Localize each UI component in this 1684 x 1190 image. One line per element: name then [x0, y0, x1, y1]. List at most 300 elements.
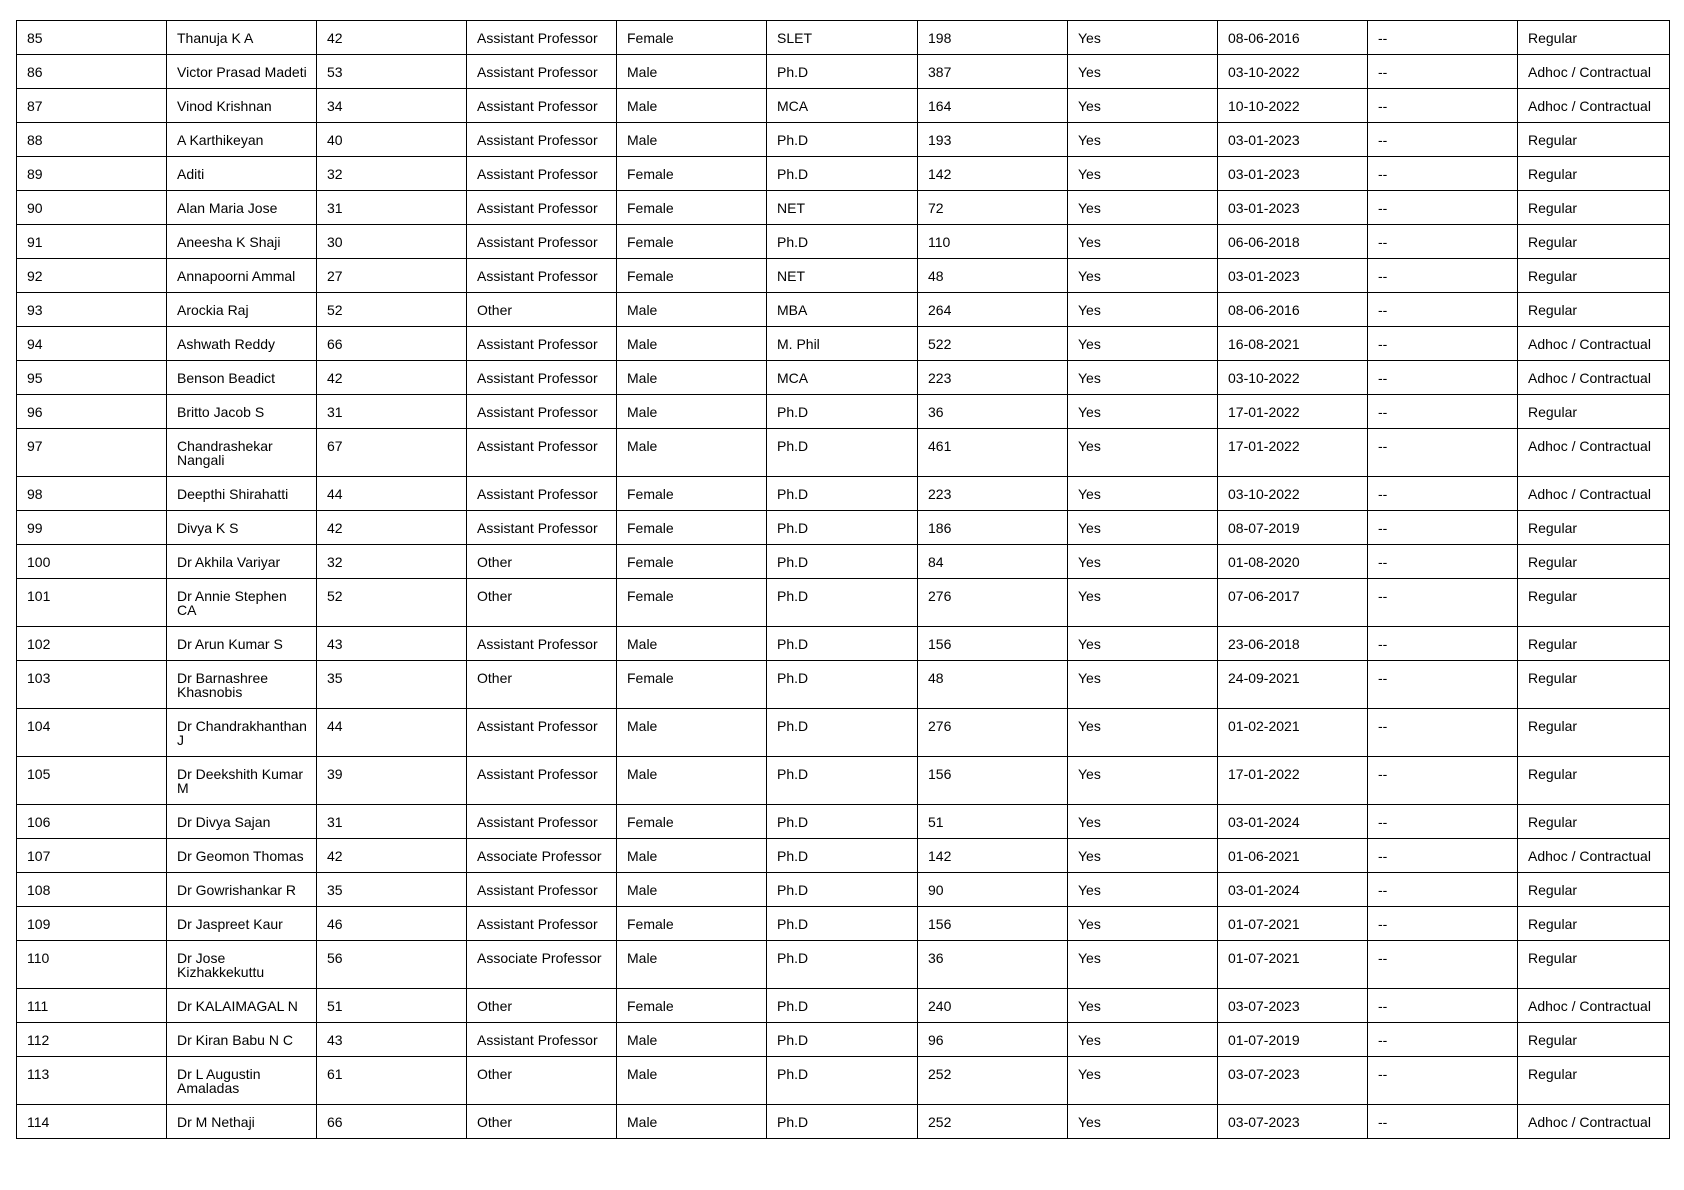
name-cell: Dr Gowrishankar R [167, 873, 317, 907]
leaving-date-cell: -- [1368, 709, 1518, 757]
gender-cell: Female [617, 907, 767, 941]
name-cell: Victor Prasad Madeti [167, 55, 317, 89]
gender-cell: Male [617, 1105, 767, 1139]
serial-no-cell: 88 [17, 123, 167, 157]
experience-cell: 90 [918, 873, 1068, 907]
leaving-date-cell: -- [1368, 361, 1518, 395]
leaving-date-cell: -- [1368, 477, 1518, 511]
qualification-cell: Ph.D [767, 873, 918, 907]
nature-cell: Regular [1518, 293, 1670, 327]
status-cell: Yes [1068, 157, 1218, 191]
joining-date-cell: 01-08-2020 [1218, 545, 1368, 579]
gender-cell: Female [617, 157, 767, 191]
designation-cell: Assistant Professor [467, 225, 617, 259]
designation-cell: Assistant Professor [467, 709, 617, 757]
experience-cell: 156 [918, 627, 1068, 661]
leaving-date-cell: -- [1368, 1023, 1518, 1057]
joining-date-cell: 16-08-2021 [1218, 327, 1368, 361]
name-cell: Divya K S [167, 511, 317, 545]
table-row [17, 873, 1670, 907]
qualification-cell: MBA [767, 293, 918, 327]
status-cell: Yes [1068, 757, 1218, 805]
serial-no-cell: 114 [17, 1105, 167, 1139]
age-cell: 30 [317, 225, 467, 259]
joining-date-cell: 03-01-2023 [1218, 123, 1368, 157]
designation-cell: Assistant Professor [467, 157, 617, 191]
age-cell: 56 [317, 941, 467, 989]
gender-cell: Female [617, 477, 767, 511]
status-cell: Yes [1068, 55, 1218, 89]
qualification-cell: Ph.D [767, 907, 918, 941]
age-cell: 66 [317, 327, 467, 361]
joining-date-cell: 23-06-2018 [1218, 627, 1368, 661]
name-cell: Dr Akhila Variyar [167, 545, 317, 579]
qualification-cell: Ph.D [767, 123, 918, 157]
name-cell: Vinod Krishnan [167, 89, 317, 123]
serial-no-cell: 109 [17, 907, 167, 941]
gender-cell: Male [617, 89, 767, 123]
age-cell: 42 [317, 361, 467, 395]
joining-date-cell: 08-06-2016 [1218, 293, 1368, 327]
joining-date-cell: 08-07-2019 [1218, 511, 1368, 545]
status-cell: Yes [1068, 21, 1218, 55]
serial-no-cell: 92 [17, 259, 167, 293]
nature-cell: Regular [1518, 709, 1670, 757]
joining-date-cell: 03-01-2024 [1218, 873, 1368, 907]
status-cell: Yes [1068, 225, 1218, 259]
age-cell: 27 [317, 259, 467, 293]
nature-cell: Adhoc / Contractual [1518, 327, 1670, 361]
designation-cell: Assistant Professor [467, 873, 617, 907]
table-row [17, 191, 1670, 225]
status-cell: Yes [1068, 989, 1218, 1023]
experience-cell: 51 [918, 805, 1068, 839]
nature-cell: Regular [1518, 805, 1670, 839]
age-cell: 40 [317, 123, 467, 157]
name-cell: Britto Jacob S [167, 395, 317, 429]
serial-no-cell: 104 [17, 709, 167, 757]
table-row [17, 395, 1670, 429]
experience-cell: 142 [918, 839, 1068, 873]
serial-no-cell: 105 [17, 757, 167, 805]
serial-no-cell: 108 [17, 873, 167, 907]
leaving-date-cell: -- [1368, 757, 1518, 805]
leaving-date-cell: -- [1368, 429, 1518, 477]
serial-no-cell: 89 [17, 157, 167, 191]
name-cell: Dr Geomon Thomas [167, 839, 317, 873]
designation-cell: Other [467, 579, 617, 627]
table-row [17, 545, 1670, 579]
designation-cell: Assistant Professor [467, 477, 617, 511]
designation-cell: Assistant Professor [467, 757, 617, 805]
status-cell: Yes [1068, 627, 1218, 661]
serial-no-cell: 103 [17, 661, 167, 709]
table-row [17, 361, 1670, 395]
table-row [17, 805, 1670, 839]
designation-cell: Assistant Professor [467, 429, 617, 477]
gender-cell: Male [617, 55, 767, 89]
experience-cell: 36 [918, 941, 1068, 989]
joining-date-cell: 01-06-2021 [1218, 839, 1368, 873]
name-cell: Dr M Nethaji [167, 1105, 317, 1139]
leaving-date-cell: -- [1368, 395, 1518, 429]
designation-cell: Assistant Professor [467, 55, 617, 89]
gender-cell: Female [617, 989, 767, 1023]
qualification-cell: SLET [767, 21, 918, 55]
table-row [17, 1023, 1670, 1057]
leaving-date-cell: -- [1368, 907, 1518, 941]
name-cell: Dr Barnashree Khasnobis [167, 661, 317, 709]
table-row [17, 429, 1670, 477]
joining-date-cell: 03-01-2024 [1218, 805, 1368, 839]
designation-cell: Assistant Professor [467, 907, 617, 941]
qualification-cell: M. Phil [767, 327, 918, 361]
experience-cell: 142 [918, 157, 1068, 191]
nature-cell: Regular [1518, 1023, 1670, 1057]
name-cell: Dr Kiran Babu N C [167, 1023, 317, 1057]
leaving-date-cell: -- [1368, 873, 1518, 907]
experience-cell: 276 [918, 709, 1068, 757]
serial-no-cell: 93 [17, 293, 167, 327]
name-cell: Dr Annie Stephen CA [167, 579, 317, 627]
qualification-cell: Ph.D [767, 511, 918, 545]
table-row [17, 55, 1670, 89]
qualification-cell: Ph.D [767, 429, 918, 477]
nature-cell: Adhoc / Contractual [1518, 477, 1670, 511]
qualification-cell: Ph.D [767, 661, 918, 709]
age-cell: 52 [317, 293, 467, 327]
nature-cell: Regular [1518, 661, 1670, 709]
gender-cell: Female [617, 225, 767, 259]
qualification-cell: NET [767, 259, 918, 293]
table-row [17, 511, 1670, 545]
gender-cell: Male [617, 1023, 767, 1057]
leaving-date-cell: -- [1368, 89, 1518, 123]
qualification-cell: Ph.D [767, 839, 918, 873]
age-cell: 42 [317, 511, 467, 545]
nature-cell: Adhoc / Contractual [1518, 361, 1670, 395]
qualification-cell: MCA [767, 89, 918, 123]
age-cell: 52 [317, 579, 467, 627]
status-cell: Yes [1068, 123, 1218, 157]
joining-date-cell: 03-07-2023 [1218, 1057, 1368, 1105]
nature-cell: Regular [1518, 123, 1670, 157]
nature-cell: Regular [1518, 157, 1670, 191]
joining-date-cell: 01-07-2021 [1218, 907, 1368, 941]
leaving-date-cell: -- [1368, 1105, 1518, 1139]
leaving-date-cell: -- [1368, 293, 1518, 327]
designation-cell: Other [467, 545, 617, 579]
experience-cell: 252 [918, 1057, 1068, 1105]
gender-cell: Male [617, 627, 767, 661]
joining-date-cell: 03-07-2023 [1218, 1105, 1368, 1139]
leaving-date-cell: -- [1368, 55, 1518, 89]
age-cell: 39 [317, 757, 467, 805]
experience-cell: 252 [918, 1105, 1068, 1139]
name-cell: Dr Arun Kumar S [167, 627, 317, 661]
gender-cell: Male [617, 361, 767, 395]
name-cell: Dr Deekshith Kumar M [167, 757, 317, 805]
designation-cell: Other [467, 1057, 617, 1105]
name-cell: Aditi [167, 157, 317, 191]
nature-cell: Adhoc / Contractual [1518, 989, 1670, 1023]
status-cell: Yes [1068, 579, 1218, 627]
leaving-date-cell: -- [1368, 191, 1518, 225]
designation-cell: Assistant Professor [467, 805, 617, 839]
table-body [17, 21, 1670, 1139]
joining-date-cell: 01-07-2019 [1218, 1023, 1368, 1057]
qualification-cell: Ph.D [767, 545, 918, 579]
nature-cell: Regular [1518, 579, 1670, 627]
joining-date-cell: 17-01-2022 [1218, 757, 1368, 805]
designation-cell: Assistant Professor [467, 627, 617, 661]
status-cell: Yes [1068, 259, 1218, 293]
joining-date-cell: 01-02-2021 [1218, 709, 1368, 757]
status-cell: Yes [1068, 395, 1218, 429]
age-cell: 31 [317, 395, 467, 429]
name-cell: Dr L Augustin Amaladas [167, 1057, 317, 1105]
serial-no-cell: 106 [17, 805, 167, 839]
designation-cell: Other [467, 293, 617, 327]
gender-cell: Female [617, 805, 767, 839]
table-row [17, 259, 1670, 293]
experience-cell: 72 [918, 191, 1068, 225]
table-row [17, 661, 1670, 709]
nature-cell: Regular [1518, 941, 1670, 989]
table-row [17, 941, 1670, 989]
serial-no-cell: 96 [17, 395, 167, 429]
name-cell: Dr Divya Sajan [167, 805, 317, 839]
designation-cell: Associate Professor [467, 839, 617, 873]
gender-cell: Female [617, 661, 767, 709]
leaving-date-cell: -- [1368, 327, 1518, 361]
experience-cell: 164 [918, 89, 1068, 123]
name-cell: Chandrashekar Nangali [167, 429, 317, 477]
qualification-cell: Ph.D [767, 989, 918, 1023]
nature-cell: Regular [1518, 259, 1670, 293]
age-cell: 44 [317, 709, 467, 757]
qualification-cell: Ph.D [767, 579, 918, 627]
nature-cell: Regular [1518, 627, 1670, 661]
gender-cell: Female [617, 259, 767, 293]
status-cell: Yes [1068, 805, 1218, 839]
serial-no-cell: 87 [17, 89, 167, 123]
nature-cell: Regular [1518, 873, 1670, 907]
qualification-cell: Ph.D [767, 805, 918, 839]
qualification-cell: MCA [767, 361, 918, 395]
table-row [17, 709, 1670, 757]
designation-cell: Assistant Professor [467, 89, 617, 123]
designation-cell: Assistant Professor [467, 191, 617, 225]
gender-cell: Male [617, 327, 767, 361]
gender-cell: Female [617, 579, 767, 627]
age-cell: 34 [317, 89, 467, 123]
experience-cell: 276 [918, 579, 1068, 627]
joining-date-cell: 03-10-2022 [1218, 55, 1368, 89]
status-cell: Yes [1068, 839, 1218, 873]
experience-cell: 461 [918, 429, 1068, 477]
table-row [17, 1057, 1670, 1105]
designation-cell: Other [467, 1105, 617, 1139]
designation-cell: Assistant Professor [467, 123, 617, 157]
status-cell: Yes [1068, 661, 1218, 709]
gender-cell: Male [617, 395, 767, 429]
gender-cell: Male [617, 429, 767, 477]
name-cell: Aneesha K Shaji [167, 225, 317, 259]
qualification-cell: Ph.D [767, 941, 918, 989]
qualification-cell: NET [767, 191, 918, 225]
nature-cell: Regular [1518, 225, 1670, 259]
joining-date-cell: 24-09-2021 [1218, 661, 1368, 709]
experience-cell: 522 [918, 327, 1068, 361]
designation-cell: Other [467, 989, 617, 1023]
status-cell: Yes [1068, 1105, 1218, 1139]
qualification-cell: Ph.D [767, 157, 918, 191]
gender-cell: Male [617, 293, 767, 327]
serial-no-cell: 85 [17, 21, 167, 55]
status-cell: Yes [1068, 941, 1218, 989]
leaving-date-cell: -- [1368, 579, 1518, 627]
age-cell: 31 [317, 191, 467, 225]
nature-cell: Adhoc / Contractual [1518, 55, 1670, 89]
experience-cell: 387 [918, 55, 1068, 89]
gender-cell: Male [617, 709, 767, 757]
joining-date-cell: 17-01-2022 [1218, 429, 1368, 477]
experience-cell: 264 [918, 293, 1068, 327]
experience-cell: 96 [918, 1023, 1068, 1057]
experience-cell: 186 [918, 511, 1068, 545]
experience-cell: 223 [918, 361, 1068, 395]
age-cell: 53 [317, 55, 467, 89]
joining-date-cell: 10-10-2022 [1218, 89, 1368, 123]
nature-cell: Adhoc / Contractual [1518, 1105, 1670, 1139]
serial-no-cell: 90 [17, 191, 167, 225]
qualification-cell: Ph.D [767, 709, 918, 757]
leaving-date-cell: -- [1368, 259, 1518, 293]
joining-date-cell: 06-06-2018 [1218, 225, 1368, 259]
gender-cell: Male [617, 757, 767, 805]
serial-no-cell: 99 [17, 511, 167, 545]
name-cell: Dr Chandrakhanthan J [167, 709, 317, 757]
gender-cell: Female [617, 511, 767, 545]
qualification-cell: Ph.D [767, 1105, 918, 1139]
age-cell: 51 [317, 989, 467, 1023]
name-cell: Dr Jose Kizhakkekuttu [167, 941, 317, 989]
joining-date-cell: 03-01-2023 [1218, 157, 1368, 191]
leaving-date-cell: -- [1368, 839, 1518, 873]
age-cell: 44 [317, 477, 467, 511]
faculty-table [16, 20, 1670, 1139]
serial-no-cell: 95 [17, 361, 167, 395]
joining-date-cell: 08-06-2016 [1218, 21, 1368, 55]
experience-cell: 193 [918, 123, 1068, 157]
gender-cell: Male [617, 873, 767, 907]
leaving-date-cell: -- [1368, 627, 1518, 661]
experience-cell: 48 [918, 661, 1068, 709]
joining-date-cell: 03-01-2023 [1218, 259, 1368, 293]
qualification-cell: Ph.D [767, 477, 918, 511]
serial-no-cell: 111 [17, 989, 167, 1023]
qualification-cell: Ph.D [767, 1057, 918, 1105]
nature-cell: Regular [1518, 1057, 1670, 1105]
experience-cell: 198 [918, 21, 1068, 55]
leaving-date-cell: -- [1368, 1057, 1518, 1105]
designation-cell: Assistant Professor [467, 259, 617, 293]
table-row [17, 907, 1670, 941]
status-cell: Yes [1068, 429, 1218, 477]
leaving-date-cell: -- [1368, 545, 1518, 579]
name-cell: Annapoorni Ammal [167, 259, 317, 293]
name-cell: Dr Jaspreet Kaur [167, 907, 317, 941]
joining-date-cell: 07-06-2017 [1218, 579, 1368, 627]
designation-cell: Assistant Professor [467, 21, 617, 55]
serial-no-cell: 113 [17, 1057, 167, 1105]
age-cell: 42 [317, 21, 467, 55]
status-cell: Yes [1068, 873, 1218, 907]
designation-cell: Other [467, 661, 617, 709]
status-cell: Yes [1068, 361, 1218, 395]
qualification-cell: Ph.D [767, 757, 918, 805]
name-cell: Arockia Raj [167, 293, 317, 327]
leaving-date-cell: -- [1368, 225, 1518, 259]
age-cell: 67 [317, 429, 467, 477]
serial-no-cell: 100 [17, 545, 167, 579]
status-cell: Yes [1068, 327, 1218, 361]
serial-no-cell: 86 [17, 55, 167, 89]
serial-no-cell: 112 [17, 1023, 167, 1057]
nature-cell: Adhoc / Contractual [1518, 839, 1670, 873]
nature-cell: Adhoc / Contractual [1518, 89, 1670, 123]
status-cell: Yes [1068, 511, 1218, 545]
name-cell: Benson Beadict [167, 361, 317, 395]
age-cell: 42 [317, 839, 467, 873]
leaving-date-cell: -- [1368, 989, 1518, 1023]
status-cell: Yes [1068, 191, 1218, 225]
experience-cell: 240 [918, 989, 1068, 1023]
nature-cell: Regular [1518, 511, 1670, 545]
serial-no-cell: 98 [17, 477, 167, 511]
age-cell: 32 [317, 157, 467, 191]
leaving-date-cell: -- [1368, 805, 1518, 839]
leaving-date-cell: -- [1368, 941, 1518, 989]
experience-cell: 110 [918, 225, 1068, 259]
table-row [17, 89, 1670, 123]
status-cell: Yes [1068, 89, 1218, 123]
nature-cell: Regular [1518, 21, 1670, 55]
experience-cell: 156 [918, 757, 1068, 805]
nature-cell: Regular [1518, 395, 1670, 429]
table-row [17, 1105, 1670, 1139]
name-cell: Dr KALAIMAGAL N [167, 989, 317, 1023]
joining-date-cell: 03-10-2022 [1218, 361, 1368, 395]
joining-date-cell: 03-10-2022 [1218, 477, 1368, 511]
name-cell: Alan Maria Jose [167, 191, 317, 225]
qualification-cell: Ph.D [767, 55, 918, 89]
nature-cell: Regular [1518, 545, 1670, 579]
designation-cell: Assistant Professor [467, 1023, 617, 1057]
nature-cell: Regular [1518, 907, 1670, 941]
designation-cell: Assistant Professor [467, 395, 617, 429]
table-row [17, 989, 1670, 1023]
gender-cell: Female [617, 545, 767, 579]
experience-cell: 223 [918, 477, 1068, 511]
gender-cell: Female [617, 191, 767, 225]
age-cell: 61 [317, 1057, 467, 1105]
status-cell: Yes [1068, 477, 1218, 511]
table-row [17, 579, 1670, 627]
joining-date-cell: 03-07-2023 [1218, 989, 1368, 1023]
status-cell: Yes [1068, 709, 1218, 757]
